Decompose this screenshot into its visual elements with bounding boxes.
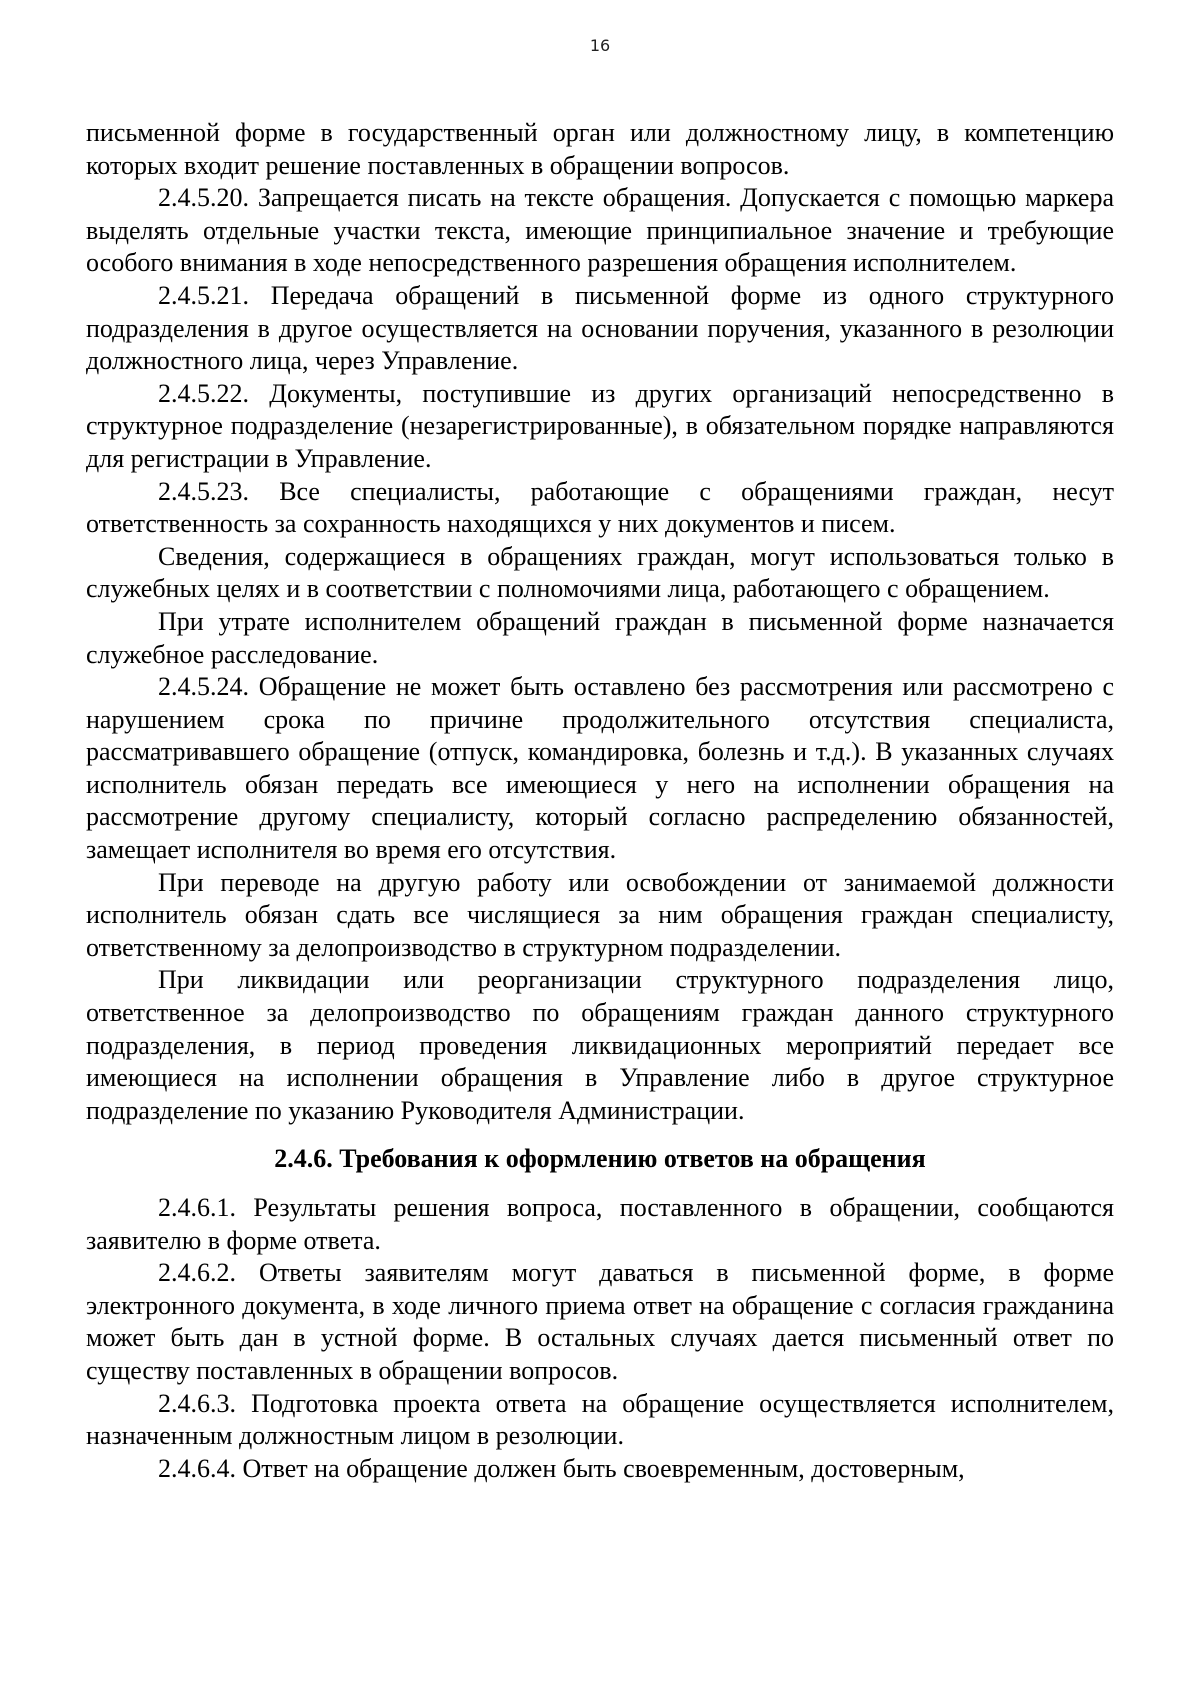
document-body [86,117,1114,1485]
page-number: 16 [589,36,611,55]
paragraph: 2.4.6.3. Подготовка проекта ответа на обращение осуществляется исполнителем, назначенным должностным лицом в резолюции. [86,1388,1114,1451]
paragraph: При переводе на другую работу или освобождении от занимаемой должности исполнитель обязан сдать все числящиеся за ним обращения граждан специалисту, ответственному за делопроизводство в структурном подразделении. [86,867,1114,962]
paragraph: При ликвидации или реорганизации структурного подразделения лицо, ответственное за делопроизводство по обращениям граждан данного структурного подразделения, в период проведения ликвидационных мероприятий передает все имеющиеся на исполнении обращения в Управление либо в другое структурное подразделение по указанию Руководителя Администрации. [86,965,1114,1125]
paragraph: 2.4.5.21. Передача обращений в письменной форме из одного структурного подразделения в другое осуществляется на основании поручения, указанного в резолюции должностного лица, через Управление. [86,280,1114,376]
paragraph: 2.4.6.4. Ответ на обращение должен быть своевременным, достоверным, [158,1453,965,1483]
paragraph: 2.4.6.2. Ответы заявителям могут даваться в письменной форме, в форме электронного документа, в ходе личного приема ответ на обращение с согласия гражданина может быть дан в устной форме. В остальных случаях дается письменный ответ по существу поставленных в обращении вопросов. [86,1258,1114,1385]
paragraph: 2.4.5.22. Документы, поступившие из других организаций непосредственно в структурное подразделение (незарегистрированные), в обязательном порядке направляются для регистрации в Управление. [86,378,1114,473]
paragraph: 2.4.5.20. Запрещается писать на тексте обращения. Допускается с помощью маркера выделять отдельные участки текста, имеющие принципиальное значение и требующие особого внимания в ходе непосредственного разрешения обращения исполнителем. [86,183,1114,278]
paragraph: При утрате исполнителем обращений граждан в письменной форме назначается служебное расследование. [86,606,1114,669]
paragraph: 2.4.5.23. Все специалисты, работающие с обращениями граждан, несут ответственность за сохранность находящихся у них документов и писем. [86,476,1114,539]
paragraphs-before [86,117,1114,1127]
paragraph: 2.4.6.1. Результаты решения вопроса, поставленного в обращении, сообщаются заявителю в форме ответа. [86,1193,1114,1255]
paragraph: 2.4.5.24. Обращение не может быть оставлено без рассмотрения или рассмотрено с нарушением срока по причине продолжительного отсутствия специалиста, рассматривавшего обращение (отпуск, командировка, болезнь и т.д.). В указанных случаях исполнитель обязан передать все имеющиеся у него на исполнении обращения на рассмотрение другому специалисту, который согласно распределению обязанностей, замещает исполнителя во время его отсутствия. [86,672,1114,865]
paragraph: письменной форме в государственный орган или должностному лицу, в компетенцию которых входит решение поставленных в обращении вопросов. [86,118,1114,180]
paragraphs-after [86,1192,1114,1485]
section-heading: 2.4.6. Требования к оформлению ответов на обращения [274,1144,926,1174]
paragraph: Сведения, содержащиеся в обращениях граждан, могут использоваться только в служебных целях и в соответствии с полномочиями лица, работающего с обращением. [86,541,1114,604]
